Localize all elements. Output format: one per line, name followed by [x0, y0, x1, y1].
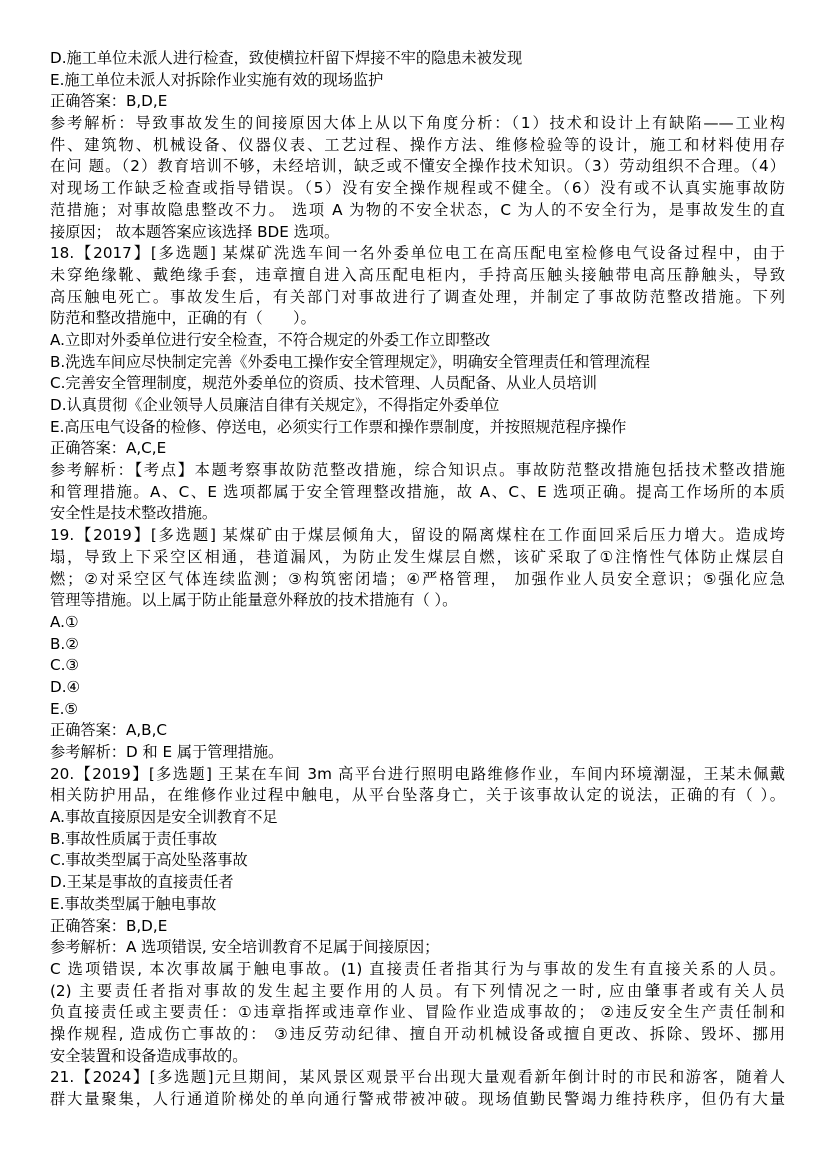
- text-line: 参考解析：D 和 E 属于管理措施。: [50, 743, 284, 761]
- text-line: 群大量聚集，人行通道阶梯处的单向通行警戒带被冲破。现场值勤民警竭力维持秩序，但仍有大量: [50, 1090, 785, 1108]
- text-line: 管理等措施。以上属于防止能量意外释放的技术措施有（ ）。: [50, 591, 458, 610]
- text-line: B.②: [50, 634, 79, 653]
- text-line: 安全性是技术整改措施。: [50, 504, 218, 523]
- document-body: [50, 48, 785, 1111]
- text-line: C 选项错误, 本次事故属于触电事故。(1) 直接责任者指其行为与事故的发生有直接关系的人员。: [50, 959, 785, 978]
- text-line: C.③: [50, 656, 80, 675]
- text-line: C.完善安全管理制度，规范外委单位的资质、技术管理、人员配备、从业人员培训: [50, 374, 597, 393]
- text-line: C.事故类型属于高处坠落事故: [50, 851, 248, 870]
- text-line: A.①: [50, 612, 79, 631]
- text-line: 21.【2024】[多选题]元旦期间，某风景区观景平台出现大量观看新年倒计时的市民和游客，随着人: [50, 1068, 785, 1087]
- text-line: 参考解析：【考点】本题考察事故防范整改措施，综合知识点。事故防范整改措施包括技术整改措施: [50, 461, 785, 480]
- text-line: 接原因； 故本题答案应该选择 BDE 选项。: [50, 222, 340, 241]
- text-line: 范措施；对事故隐患整改不力。 选项 A 为物的不安全状态，C 为人的不安全行为，是事故发生的直: [50, 200, 785, 219]
- text-line: 20.【2019】[多选题] 王某在车间 3m 高平台进行照明电路维修作业，车间内环境潮湿，王某未佩戴: [50, 764, 785, 783]
- text-line: 塌，导致上下采空区相通，巷道漏风，为防止发生煤层自燃，该矿采取了①注惰性气体防止煤层自: [50, 547, 785, 566]
- text-line: A.立即对外委单位进行安全检查，不符合规定的外委工作立即整改: [50, 330, 491, 349]
- text-line: 正确答案：A,B,C: [50, 721, 168, 740]
- text-line: D.施工单位未派人进行检查，致使横拉杆留下焊接不牢的隐患未被发现: [50, 49, 523, 67]
- text-line: 件、建筑物、机械设备、仪器仪表、工艺过程、操作方法、维修检验等的设计，施工和材料使用存: [50, 135, 785, 154]
- text-line: 在问 题。（2）教育培训不够，未经培训，缺乏或不懂安全操作技术知识。（3）劳动组织不合理。（4）: [50, 157, 785, 176]
- text-line: D.认真贯彻《企业领导人员廉洁自律有关规定》，不得指定外委单位: [50, 396, 500, 414]
- text-line: 参考解析：导致事故发生的间接原因大体上从以下角度分析：（1）技术和设计上有缺陷——工业构: [50, 114, 785, 133]
- text-line: 18.【2017】[多选题] 某煤矿洗选车间一名外委单位电工在高压配电室检修电气设备过程中，由于: [50, 244, 785, 263]
- text-line: D.王某是事故的直接责任者: [50, 873, 234, 892]
- text-line: 正确答案：B,D,E: [50, 916, 168, 935]
- text-line: E.施工单位未派人对拆除作业实施有效的现场监护: [50, 70, 384, 89]
- text-line: 操作规程, 造成伤亡事故的： ③违反劳动纪律、擅自开动机械设备或擅自更改、拆除、毁坏、挪用: [50, 1024, 785, 1043]
- text-line: 防范和整改措施中，正确的有（ ）。: [50, 309, 316, 328]
- text-line: 未穿绝缘靴、戴绝缘手套，违章擅自进入高压配电柜内，手持高压触头接触带电高压静触头，导致: [50, 265, 785, 284]
- text-line: 燃；②对采空区气体连续监测；③构筑密闭墙；④严格管理， 加强作业人员安全意识；⑤强化应急: [50, 569, 785, 588]
- text-line: E.⑤: [50, 699, 79, 718]
- text-line: B.事故性质属于责任事故: [50, 829, 218, 848]
- text-line: 正确答案：A,C,E: [50, 439, 167, 458]
- text-line: 高压触电死亡。事故发生后，有关部门对事故进行了调查处理，并制定了事故防范整改措施。下列: [50, 287, 785, 306]
- text-line: D.④: [50, 677, 81, 696]
- text-line: 负直接责任或主要责任：①违章指挥或违章作业、冒险作业造成事故的； ②违反安全生产责任制和: [50, 1003, 785, 1022]
- text-line: 19.【2019】[多选题] 某煤矿由于煤层倾角大，留设的隔离煤柱在工作面回采后压力增大。造成垮: [50, 526, 785, 545]
- text-line: 参考解析：A 选项错误, 安全培训教育不足属于间接原因；: [50, 938, 440, 957]
- text-line: E.高压电气设备的检修、停送电，必须实行工作票和操作票制度，并按照规范程序操作: [50, 417, 627, 436]
- text-line: 对现场工作缺乏检查或指导错误。（5）没有安全操作规程或不健全。（6）没有或不认真实施事故防: [50, 179, 785, 198]
- text-line: (2) 主要责任者指对事故的发生起主要作用的人员。有下列情况之一时, 应由肇事者或有关人员: [50, 981, 785, 1000]
- text-line: A.事故直接原因是安全训教育不足: [50, 808, 278, 827]
- text-line: 相关防护用品，在维修作业过程中触电，从平台坠落身亡，关于该事故认定的说法，正确的有（ ）。: [50, 786, 785, 805]
- text-line: E.事故类型属于触电事故: [50, 894, 217, 913]
- text-line: 和管理措施。A、C、E 选项都属于安全管理整改措施，故 A、C、E 选项正确。提高工作场所的本质: [50, 482, 785, 501]
- text-line: 正确答案：B,D,E: [50, 92, 168, 111]
- text-line: B.洗选车间应尽快制定完善《外委电工操作安全管理规定》，明确安全管理责任和管理流程: [50, 352, 650, 371]
- text-line: 安全装置和设备造成事故的。: [50, 1046, 248, 1065]
